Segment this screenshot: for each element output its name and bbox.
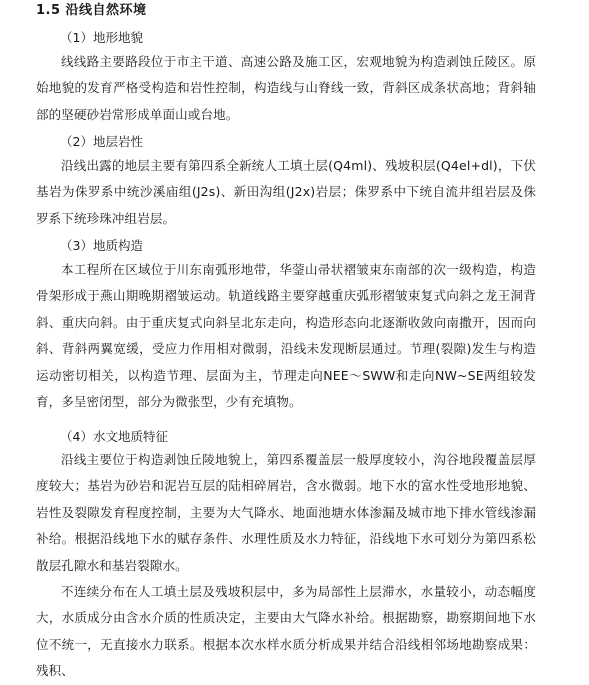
section-heading: 1.5 沿线自然环境 — [36, 3, 147, 18]
paragraph-hydrogeology-2: 不连续分布在人工填土层及残坡积层中，多为局部性上层滞水，水量较小，动态幅度大，水质成分由含水介质的性质决定，主要由大气降水补给。根据勘察，勘察期间地下水位不统一，无直接水力联系。根据本次水样水质分析成果并结合沿线相邻场地勘察成果：残积、 — [36, 584, 536, 679]
subsection-title-strata: （2）地层岩性 — [60, 134, 143, 149]
subsection-title-structure: （3）地质构造 — [60, 238, 143, 253]
paragraph-hydrogeology-1: 沿线主要位于构造剥蚀丘陵地貌上，第四系覆盖层一般厚度较小，沟谷地段覆盖层厚度较大；基岩为砂岩和泥岩互层的陆相碎屑岩，含水微弱。地下水的富水性受地形地貌、岩性及裂隙发育程度控制，主要为大气降水、地面池塘水体渗漏及城市地下排水管线渗漏补给。根据沿线地下水的赋存条件、水理性质及水力特征，沿线地下水可划分为第四系松散层孔隙水和基岩裂隙水。 — [36, 452, 536, 573]
paragraph-terrain: 线线路主要路段位于市主干道、高速公路及施工区，宏观地貌为构造剥蚀丘陵区。原始地貌的发育严格受构造和岩性控制，构造线与山脊线一致，背斜区成条状高地；背斜轴部的坚硬砂岩常形成单面山或台地。 — [36, 54, 536, 122]
subsection-title-terrain: （1）地形地貌 — [60, 30, 143, 45]
paragraph-strata: 沿线出露的地层主要有第四系全新统人工填土层(Q4ml)、残坡积层(Q4el+dl)，下伏基岩为侏罗系中统沙溪庙组(J2s)、新田沟组(J2x)岩层；侏罗系中下统自流井组岩层及侏罗系下统珍珠冲组岩层。 — [36, 158, 536, 226]
paragraph-structure: 本工程所在区域位于川东南弧形地带，华蓥山帚状褶皱束东南部的次一级构造，构造骨架形成于燕山期晚期褶皱运动。轨道线路主要穿越重庆弧形褶皱束复式向斜之龙王洞背斜、重庆向斜。由于重庆复式向斜呈北东走向，构造形态向北逐渐收敛向南撒开，因而向斜、背斜两翼宽缓，受应力作用相对微弱，沿线未发现断层通过。节理(裂隙)发生与构造运动密切相关，以构造节理、层面为主，节理走向NEE～SWW和走向NW~SE两组较发育，多呈密闭型，部分为微张型，少有充填物。 — [36, 262, 536, 410]
subsection-title-hydrogeology: （4）水文地质特征 — [60, 429, 168, 444]
